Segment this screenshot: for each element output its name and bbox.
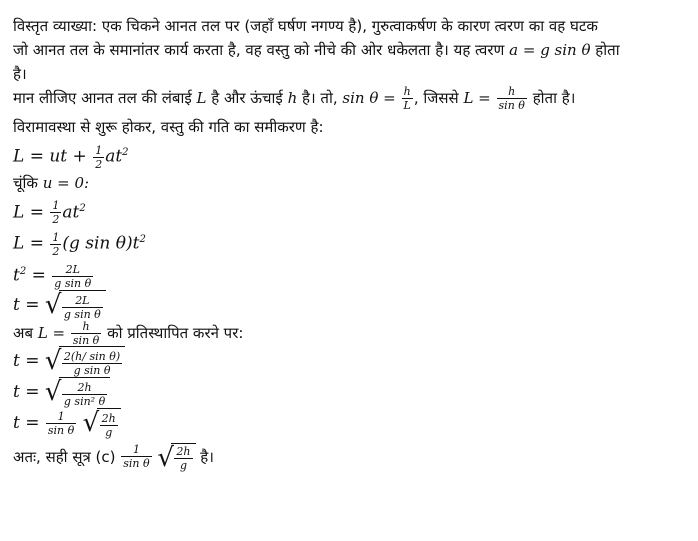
fraction-half-3: $\frac{1}{2}$	[52, 230, 60, 258]
equation-2: L = $\frac{1}{2}$ $at^2$	[13, 199, 86, 227]
eq4-lhs: t	[13, 265, 20, 286]
fraction-2L-gsin-root: $\frac{2L}{\text{g sin θ}}$	[63, 293, 101, 321]
subst-end: को प्रतिस्थापित करने पर:	[107, 323, 244, 342]
fraction-2h-g: $\frac{2h}{g}$	[101, 411, 116, 439]
fraction-half-2: $\frac{1}{2}$	[52, 199, 60, 227]
eq8-lhs: t =	[13, 412, 40, 433]
assume-part-3: है। तो,	[302, 89, 338, 107]
square-root-4: √ $\frac{2h}{g}$	[83, 408, 121, 439]
conclusion-line	[13, 443, 689, 472]
square-root-2: √ $\frac{\text{2(h/ sin θ)}}{\text{g sin θ}}$	[45, 346, 125, 377]
eq3-tail: (g sin θ)t	[62, 233, 140, 254]
conclusion-end: है।	[200, 447, 214, 466]
fraction-h-over-sin-2: $\frac{h}{\text{sin θ}}$	[72, 319, 100, 347]
conclusion-text: अतः, सही सूत्र (c)	[13, 447, 116, 466]
fraction-2h-sin-gsin: $\frac{\text{2(h/ sin θ)}}{\text{g sin θ}}$	[63, 349, 121, 377]
substitution-line	[13, 321, 689, 346]
equation-8	[13, 408, 689, 439]
assume-part-5: होता है।	[532, 89, 576, 107]
equation-4: $t^2$ = $\frac{2L}{\text{g sin θ}}$	[13, 262, 92, 290]
fraction-h-over-L: $\frac{h}{L}$	[403, 85, 411, 112]
subst-eq: L =	[37, 323, 66, 342]
square-root-3: √ $\frac{2h}{\text{g sin² θ}}$	[45, 377, 110, 408]
eq2-tail: at	[62, 202, 80, 223]
equation-6	[13, 346, 689, 377]
intro-line-1: विस्तृत व्याख्या: एक चिकने आनत तल पर (जहाँ घर्षण नगण्य है), गुरुत्वाकर्षण के कारण त्वरण का वह घटक	[13, 17, 598, 35]
eq1-lhs: L = ut +	[13, 146, 87, 167]
L-eq: L =	[463, 89, 491, 107]
fraction-1-sin: $\frac{1}{\text{sin θ}}$	[47, 409, 75, 437]
fraction-1-sin-final: $\frac{1}{\text{sin θ}}$	[123, 443, 150, 471]
square-root-1: √ $\frac{2L}{\text{g sin θ}}$	[45, 290, 106, 321]
eq2-lhs: L =	[13, 202, 44, 223]
square-root-final: √ $\frac{2h}{g}$	[157, 443, 195, 472]
eq7-lhs: t =	[13, 381, 40, 402]
length-symbol: L	[196, 89, 207, 107]
since-line	[13, 171, 689, 195]
intro-line-2-end: होता	[595, 41, 620, 59]
equation-7	[13, 377, 689, 408]
fraction-2h-g-final: $\frac{2h}{g}$	[176, 445, 191, 473]
assume-part-4: , जिससे	[413, 89, 459, 107]
eq3-lhs: L =	[13, 233, 44, 254]
fraction-h-over-sin: $\frac{h}{\text{sin θ}}$	[498, 85, 525, 112]
eq6-lhs: t =	[13, 350, 40, 371]
equation-of-motion: L = ut + $\frac{1}{2}$ $at^2$	[13, 143, 129, 171]
intro-line-3: है।	[13, 65, 27, 83]
intro-line-2-text: जो आनत तल के समानांतर कार्य करता है, वह वस्तु को नीचे की ओर धकेलता है। यह त्वरण	[13, 41, 505, 59]
assume-part-1: मान लीजिए आनत तल की लंबाई	[13, 89, 192, 107]
solution-explanation	[13, 14, 689, 471]
since-text: चूंकि	[13, 173, 38, 192]
assumption-line	[13, 86, 689, 111]
eq5-lhs: t =	[13, 294, 40, 315]
equation-3: L = $\frac{1}{2}$ (g $\sin \theta)t^2$	[13, 230, 146, 258]
subst-text: अब	[13, 323, 34, 342]
sin-lhs: sin θ =	[342, 89, 396, 107]
intro-line-2	[13, 38, 689, 62]
fraction-half: $\frac{1}{2}$	[95, 143, 103, 171]
fraction-2h-gsin2: $\frac{2h}{\text{g sin² θ}}$	[63, 380, 106, 408]
motion-heading: विरामावस्था से शुरू होकर, वस्तु की गति का समीकरण है:	[13, 118, 324, 136]
since-eq: u = 0:	[42, 173, 90, 192]
height-symbol: h	[287, 89, 298, 107]
acceleration-formula: a = g sin θ	[509, 41, 591, 59]
eq1-tail: at	[105, 146, 123, 167]
fraction-2L-gsin: $\frac{2L}{\text{g sin θ}}$	[54, 262, 92, 290]
assume-part-2: है और ऊंचाई	[211, 89, 283, 107]
equation-5	[13, 290, 689, 321]
